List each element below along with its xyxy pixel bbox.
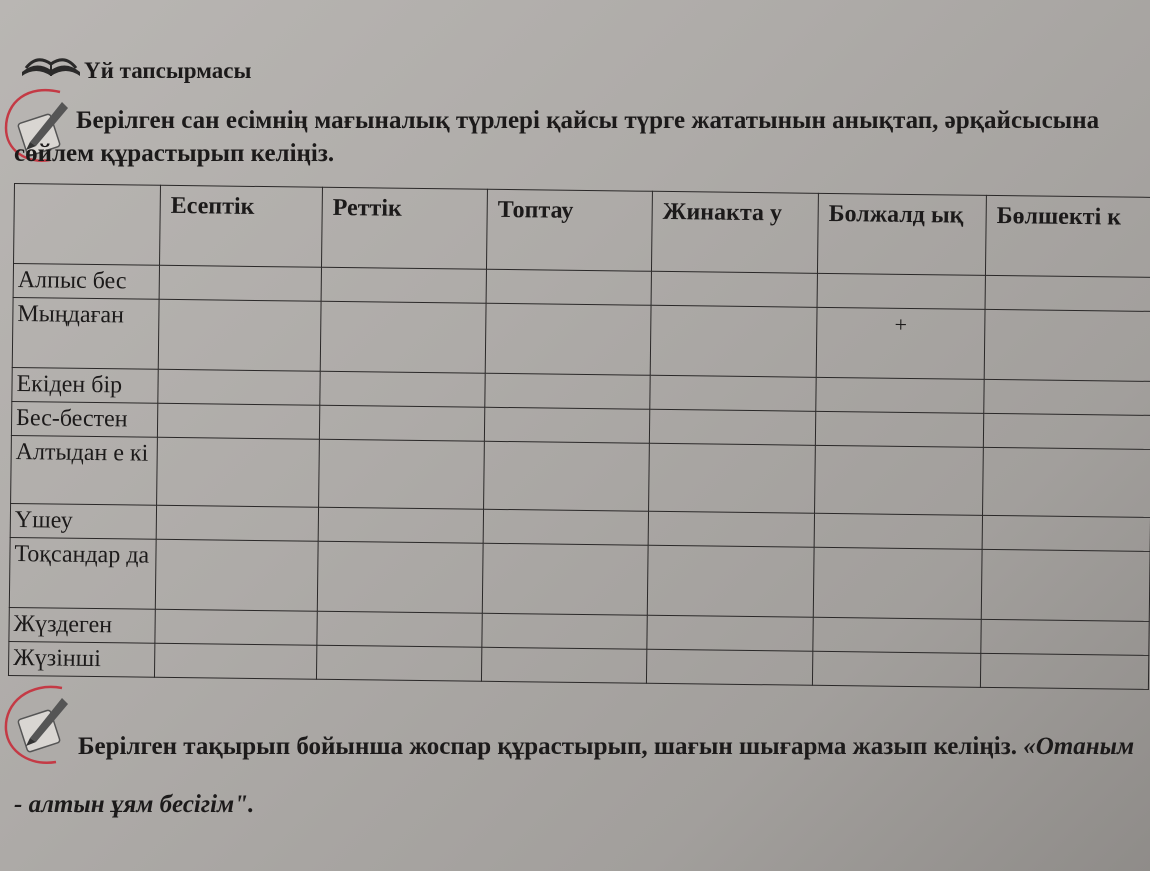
table-cell[interactable] bbox=[648, 511, 814, 547]
table-cell[interactable] bbox=[982, 515, 1150, 551]
table-cell[interactable] bbox=[815, 411, 983, 447]
table-cell[interactable] bbox=[984, 309, 1150, 381]
table-cell[interactable] bbox=[154, 643, 316, 679]
table-cell[interactable] bbox=[156, 505, 318, 541]
row-label: Мыңдаған bbox=[12, 297, 159, 369]
table-cell[interactable] bbox=[316, 645, 481, 681]
table-cell[interactable] bbox=[318, 507, 483, 543]
task1-instruction: Берілген сан есімнің мағыналық түрлері қайсы түрге жататынын анықтап, әрқайсысына сөйлем құрастырып келіңіз. bbox=[14, 107, 1100, 167]
table-cell[interactable] bbox=[981, 619, 1149, 655]
row-label: Жүздеген bbox=[9, 607, 155, 643]
table-cell[interactable] bbox=[320, 301, 486, 373]
table-cell[interactable] bbox=[484, 441, 650, 511]
table-cell[interactable] bbox=[816, 377, 984, 413]
task2-instruction bbox=[14, 718, 1144, 834]
table-cell[interactable] bbox=[817, 273, 985, 309]
essay-topic-quote: «Отаным - алтын ұям бесігім". bbox=[14, 733, 1135, 818]
row-label: Алтыдан е кі bbox=[11, 435, 158, 505]
table-cell[interactable] bbox=[157, 403, 319, 439]
table-cell[interactable] bbox=[650, 375, 816, 411]
table-cell[interactable] bbox=[650, 305, 817, 377]
table-cell[interactable] bbox=[649, 443, 816, 513]
table-cell[interactable] bbox=[319, 439, 485, 509]
table-cell[interactable] bbox=[159, 265, 321, 301]
table-cell[interactable] bbox=[647, 545, 814, 617]
table-cell[interactable] bbox=[482, 543, 648, 615]
column-header: Есептік bbox=[160, 185, 323, 267]
book-icon bbox=[18, 42, 84, 82]
column-header: Реттік bbox=[321, 187, 487, 269]
table-cell[interactable] bbox=[649, 409, 815, 445]
table-cell[interactable] bbox=[319, 405, 484, 441]
table-cell[interactable] bbox=[321, 267, 486, 303]
table-cell[interactable] bbox=[815, 445, 984, 515]
table-cell[interactable] bbox=[981, 549, 1150, 621]
table-cell[interactable] bbox=[647, 615, 813, 651]
homework-heading: Үй тапсырмасы bbox=[84, 58, 252, 83]
table-cell[interactable] bbox=[486, 269, 651, 305]
table-cell[interactable] bbox=[651, 271, 817, 307]
table-cell[interactable] bbox=[317, 541, 483, 613]
plus-mark-cell[interactable]: + bbox=[816, 307, 985, 379]
table-cell[interactable] bbox=[485, 303, 651, 375]
table-cell[interactable] bbox=[983, 413, 1150, 449]
table-cell[interactable] bbox=[158, 299, 321, 371]
table-cell[interactable] bbox=[317, 611, 482, 647]
table-cell[interactable] bbox=[485, 373, 650, 409]
table-cell[interactable] bbox=[482, 613, 647, 649]
row-label: Жүзінші bbox=[8, 641, 154, 677]
table-cell[interactable] bbox=[983, 447, 1150, 517]
number-types-table bbox=[8, 183, 1150, 690]
task2-text: Берілген тақырып бойынша жоспар құрастырып, шағын шығарма жазып келіңіз. bbox=[78, 733, 1024, 760]
table-cell[interactable] bbox=[646, 649, 812, 685]
table-cell[interactable] bbox=[985, 275, 1150, 311]
row-label: Бес-бестен bbox=[11, 401, 157, 437]
table-cell[interactable] bbox=[157, 437, 320, 507]
table-header-row bbox=[14, 184, 1150, 278]
row-label: Екіден бір bbox=[12, 367, 158, 403]
row-label: Үшеу bbox=[10, 503, 156, 539]
row-label: Тоқсандар да bbox=[9, 537, 156, 609]
column-header: Болжалд ық bbox=[817, 193, 986, 275]
table-cell[interactable] bbox=[814, 513, 982, 549]
table-cell[interactable] bbox=[155, 609, 317, 645]
column-header: Жинакта у bbox=[651, 191, 818, 273]
column-header bbox=[14, 184, 161, 266]
table-cell[interactable] bbox=[158, 369, 320, 405]
column-header: Бөлшекті к bbox=[985, 195, 1150, 277]
row-label: Алпыс бес bbox=[13, 264, 159, 300]
table-cell[interactable] bbox=[813, 617, 981, 653]
table-cell[interactable] bbox=[984, 379, 1150, 415]
table-cell[interactable] bbox=[813, 547, 982, 619]
table-cell[interactable] bbox=[483, 509, 648, 545]
table-cell[interactable] bbox=[980, 653, 1148, 689]
table-cell[interactable] bbox=[320, 371, 485, 407]
table-cell[interactable] bbox=[481, 647, 646, 683]
table-cell[interactable] bbox=[812, 651, 980, 687]
table-cell[interactable] bbox=[484, 407, 649, 443]
column-header: Топтау bbox=[486, 189, 652, 271]
table-cell[interactable] bbox=[155, 539, 318, 611]
